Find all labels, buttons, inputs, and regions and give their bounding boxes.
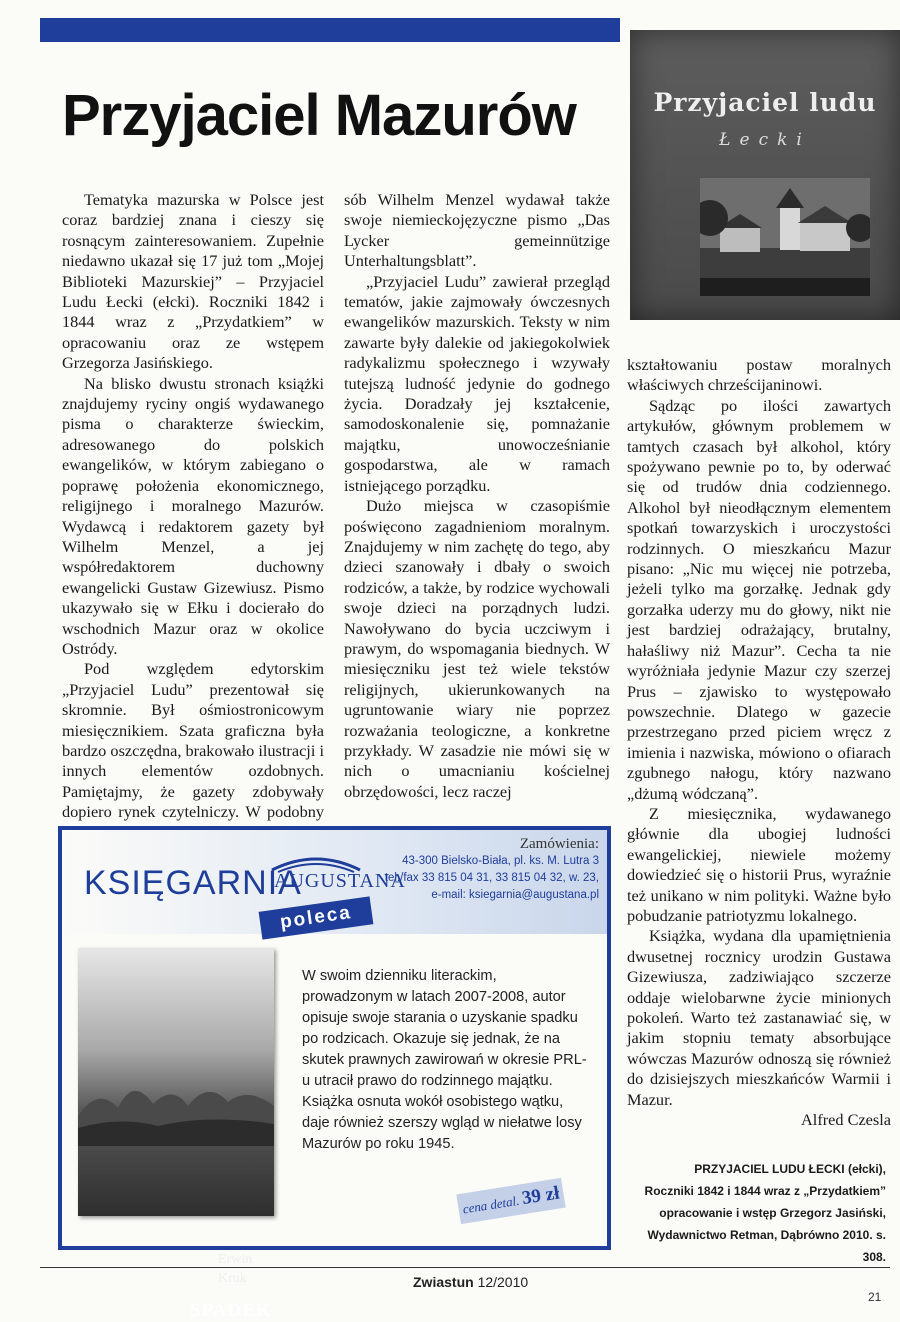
article-title: Przyjaciel Mazurów [62, 83, 576, 148]
book-cover-image [630, 30, 900, 320]
order-address: 43-300 Bielsko-Biała, pl. ks. M. Lutra 3 [402, 855, 599, 867]
page-number: 21 [868, 1290, 882, 1304]
magazine-name: Zwiastun [413, 1274, 474, 1290]
info-line: Wydawnictwo Retman, Dąbrówno 2010. s. 308. [647, 1228, 886, 1264]
paragraph: Sądząc po ilości zawartych artykułów, głównym problemem w tamtych czasach był alkohol, który spożywano pewnie po to, by oderwać się od trudów dnia codziennego. Alkohol był nieodłącznym elementem spotkań towarzyskich i uroczystości rodzinnych. O mieszkańcu Mazur pisano: „Nic mu więcej nie potrzeba, jeżeli tylko ma gorzałkę. Jednak gdy gorzałka uderzy mu do głowy, nikt nie jest bardziej odrażający, brutalny, hałaśliwy niż Mazur”. Cecha ta nie wyróżniała jedynie Mazur czy szerzej Prus – zjawisko to występowało powszechnie. Dlatego w gazecie przestrzegano przed piciem wręcz z imienia i nazwiska, mówiono o ofiarach zgubnego nałogu, który nazwano „dżumą wódczaną”. [627, 395, 891, 803]
book-bibliographic-info [624, 1158, 886, 1268]
paragraph: Z miesięcznika, wydawanego głównie dla ubogiej ludności ewangelickiej, niewiele możemy dowiedzieć się o historii Prus, wyraźnie też unikano w nim polityki. Ważne było pobudzanie patriotyzmu lokalnego. [627, 803, 891, 925]
cover-subtitle: Łecki [719, 130, 811, 150]
info-line: opracowanie i wstęp Grzegorz Jasiński, [659, 1206, 886, 1220]
paragraph: Na blisko dwustu stronach książki znajdujemy ryciny ongiś wydawanego pisma o charakterze świeckim, adresowanego do polskich ewangelików, w którym zabiegano o poprawę położenia ekonomicznego, religijnego i moralnego Mazurów. Wydawcą i redaktorem gazety był Wilhelm Menzel, a jej współredaktorem duchowny ewangelicki Gustaw Gizewiusz. Pismo ukazywało się w Ełku i docierało do wschodnich Mazur oraz w okolice Ostródy. [62, 373, 324, 658]
book-author-first: Erwin [218, 1252, 253, 1267]
paragraph: „Przyjaciel Ludu” zawierał przegląd tematów, jakie zajmowały ówczesnych ewangelików mazurskich. Teksty w nim zawarte były dalekie od jakiegokolwiek radykalizmu społecznego i wzywały tutejszą ludność jedynie do godnego życia. Doradzały jej kształcenie, samodoskonalenie się, pomnażanie majątku, unowocześnianie gospodarstwa, ale w ramach istniejącego porządku. [344, 271, 610, 495]
info-line: PRZYJACIEL LUDU ŁECKI (ełcki), [694, 1162, 886, 1176]
advertised-book-cover [78, 948, 274, 1321]
paragraph: Książka, wydana dla upamiętnienia dwusetnej rocznicy urodzin Gustawa Gizewiusza, zadziwiająco szczerze oddaje wielobarwne życie minionych pokoleń. Warto też zastanawiać się, w jakim stopniu tematy absorbujące wówczas Mazurów odnoszą się również do dzisiejszych mieszkańców Warmii i Mazur. [627, 926, 891, 1109]
article-column-2 [344, 190, 610, 802]
order-email: e-mail: ksiegarnia@augustana.pl [431, 889, 599, 901]
info-line: Roczniki 1842 i 1844 wraz z „Przydatkiem” [644, 1184, 886, 1198]
order-contact [385, 836, 599, 904]
recommends-badge: poleca [259, 896, 374, 939]
price-label: cena detal. [461, 1192, 521, 1217]
bookstore-name: KSIĘGARNIA [84, 864, 302, 902]
order-phone: tel./fax 33 815 04 31, 33 815 04 32, w. 23, [384, 872, 599, 884]
book-title: SPADEK [190, 1300, 272, 1321]
article-column-1 [62, 190, 324, 843]
book-description: W swoim dzienniku literackim, prowadzonym w latach 2007-2008, autor opisuje swoje starania o uzyskanie spadku po rodzicach. Okazuje się jednak, że na skutek prawnych zawirowań w okresie PRL-u utracił prawo do rodzinnego majątku. Książka osnuta wokół osobistego wątku, daje również szerszy wgląd w niełatwe losy Mazurów po roku 1945. [302, 968, 587, 1152]
book-author-last: Kruk [218, 1271, 247, 1286]
cover-title: Przyjaciel ludu [653, 88, 877, 117]
paragraph: sób Wilhelm Menzel wydawał także swoje niemieckojęzyczne pismo „Das Lycker gemeinnützige Unterhaltungsblatt”. [344, 190, 610, 271]
cover-town-engraving [700, 178, 870, 296]
issue-number: 12/2010 [477, 1274, 529, 1290]
order-title: Zamówienia: [519, 836, 599, 852]
paragraph: Pod względem edytorskim „Przyjaciel Ludu” prezentował się skromnie. Był ośmiostronicowym miesięcznikiem. Szata graficzna była bardzo oszczędna, brakowało ilustracji i innych elementów ozdobnych. Pamiętajmy, że gazety zdobywały dopiero rynek czytelniczy. W podobny [62, 659, 324, 822]
misty-trees-image [78, 1066, 274, 1146]
ad-header [62, 830, 607, 934]
price-tag [456, 1178, 565, 1224]
paragraph: kształtowaniu postaw moralnych właściwych chrześcijaninowi. [627, 355, 891, 395]
footer-divider [40, 1267, 890, 1268]
paragraph: Tematyka mazurska w Polsce jest coraz bardziej znana i cieszy się rosnącym zainteresowaniem. Zupełnie niedawno ukazał się 17 już tom „Mojej Biblioteki Mazurskiej” – Przyjaciel Ludu Łecki (ełcki). Roczniki 1842 i 1844 wraz z „Przydatkiem” w opracowaniu oraz ze wstępem Grzegorza Jasińskiego. [62, 190, 324, 373]
article-column-3 [627, 355, 891, 1130]
book-author [218, 1250, 252, 1288]
footer [413, 1274, 528, 1290]
paragraph: Dużo miejsca w czasopiśmie poświęcono zagadnieniom moralnym. Znajdujemy w nim zachętę do tego, aby dzieci szanowały i dbały o swoich rodziców, a także, by rodzice wychowali swoje dzieci na porządnych ludzi. Nawoływano do bycia uczciwym i prawym, do wspomagania biednych. W miesięczniku jest też wiele tekstów religijnych, ukierunkowanych na ugruntowanie wiary nie poprzez rozważania teologiczne, a konkretne przykłady. W zasadzie nie mówi się w nich o umacnianiu kościelnej obrzędowości, lecz raczej [344, 496, 610, 801]
header-color-bar [40, 18, 620, 42]
article-author: Alfred Czesla [801, 1110, 891, 1130]
bookstore-brand: AUGUSTANA [274, 870, 406, 892]
price-value: 39 zł [520, 1182, 561, 1210]
